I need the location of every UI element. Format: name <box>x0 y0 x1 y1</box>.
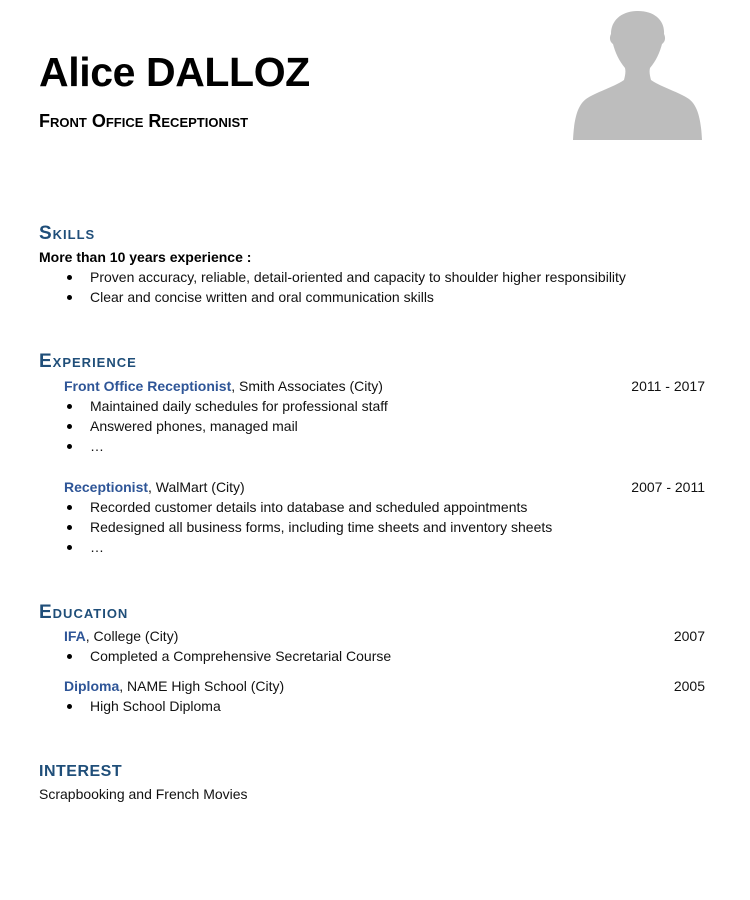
education-year: 2007 <box>673 628 705 644</box>
person-silhouette-icon <box>570 8 704 142</box>
job-duties-list <box>64 396 388 456</box>
skills-heading: Skills <box>39 223 96 244</box>
skills-intro: More than 10 years experience : <box>39 249 252 265</box>
skills-list <box>64 267 626 307</box>
list-item: Clear and concise written and oral communication skills <box>64 287 626 307</box>
candidate-name: Alice DALLOZ <box>39 49 310 95</box>
education-entry-header <box>64 676 705 696</box>
job-role: Front Office Receptionist <box>64 378 232 394</box>
school-name: , College (City) <box>85 628 179 644</box>
job-entry-header <box>64 376 705 396</box>
job-entry-header <box>64 477 705 497</box>
job-dates: 2011 - 2017 <box>631 378 705 394</box>
education-year: 2005 <box>673 678 705 694</box>
list-item: Answered phones, managed mail <box>64 416 388 436</box>
list-item: High School Diploma <box>64 696 221 716</box>
list-item: Redesigned all business forms, including time sheets and inventory sheets <box>64 517 552 537</box>
degree-name: IFA <box>64 628 86 644</box>
job-employer: , Smith Associates (City) <box>231 378 383 394</box>
school-name: , NAME High School (City) <box>119 678 285 694</box>
list-item: … <box>64 436 388 456</box>
job-employer: , WalMart (City) <box>148 479 245 495</box>
list-item: Completed a Comprehensive Secretarial Course <box>64 646 391 666</box>
experience-heading: Experience <box>39 351 137 372</box>
interest-heading: INTEREST <box>39 763 123 780</box>
list-item: Proven accuracy, reliable, detail-oriented and capacity to shoulder higher responsibility <box>64 267 626 287</box>
job-title: Front Office Receptionist <box>39 111 249 131</box>
education-details-list <box>64 646 391 666</box>
job-dates: 2007 - 2011 <box>631 479 705 495</box>
list-item: Maintained daily schedules for professional staff <box>64 396 388 416</box>
education-details-list <box>64 696 221 716</box>
list-item: Recorded customer details into database and scheduled appointments <box>64 497 552 517</box>
education-heading: Education <box>39 602 129 623</box>
education-entry-header <box>64 626 705 646</box>
list-item: … <box>64 537 552 557</box>
job-role: Receptionist <box>64 479 149 495</box>
interest-text: Scrapbooking and French Movies <box>39 786 248 802</box>
degree-name: Diploma <box>64 678 120 694</box>
job-duties-list <box>64 497 552 557</box>
